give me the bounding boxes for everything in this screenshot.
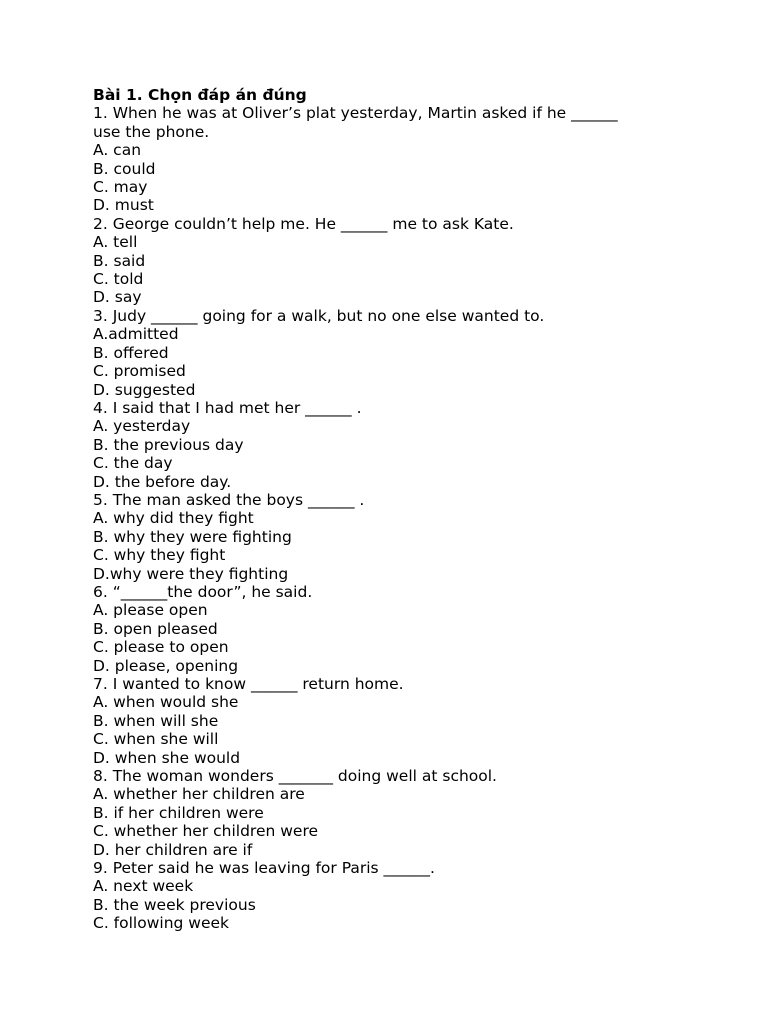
answer-option-d: D. her children are if: [93, 840, 253, 859]
answer-option-b: B. if her children were: [93, 803, 264, 822]
answer-option-d: D. the before day.: [93, 472, 232, 491]
question-stem: 4. I said that I had met her ______ .: [93, 398, 362, 417]
question-block: [93, 491, 693, 583]
answer-option-a: A. tell: [93, 233, 138, 252]
question-block: [93, 583, 693, 675]
answer-option-c: C. whether her children were: [93, 822, 319, 841]
question-block: [93, 307, 693, 399]
question-stem: 5. The man asked the boys ______ .: [93, 490, 365, 509]
answer-option-c: C. following week: [93, 914, 230, 933]
document-page: [93, 86, 693, 933]
answer-option-d: D. say: [93, 288, 142, 307]
answer-option-c: C. promised: [93, 362, 186, 381]
answer-option-c: C. may: [93, 178, 148, 197]
question-stem: 7. I wanted to know ______ return home.: [93, 675, 404, 693]
question-stem: 6. “______the door”, he said.: [93, 582, 313, 601]
answer-option-c: C. why they fight: [93, 546, 226, 565]
answer-option-b: B. when will she: [93, 711, 219, 730]
answer-option-a: A. why did they fight: [93, 509, 254, 528]
answer-option-a: A.admitted: [93, 325, 179, 344]
answer-option-b: B. said: [93, 251, 146, 270]
answer-option-a: A. when would she: [93, 693, 239, 712]
question-stem: 2. George couldn’t help me. He ______ me to ask Kate.: [93, 214, 514, 233]
answer-option-d: D. when she would: [93, 748, 241, 767]
question-stem: 3. Judy ______ going for a walk, but no one else wanted to.: [93, 306, 545, 325]
answer-option-a: A. please open: [93, 601, 208, 620]
answer-option-a: A. yesterday: [93, 417, 191, 436]
question-stem: 9. Peter said he was leaving for Paris ______.: [93, 859, 435, 878]
question-stem: 1. When he was at Oliver’s plat yesterday, Martin asked if he ______: [93, 104, 618, 123]
answer-option-a: A. whether her children are: [93, 785, 305, 804]
answer-option-b: B. open pleased: [93, 619, 218, 638]
question-block: [93, 859, 693, 933]
question-block: [93, 215, 693, 307]
answer-option-c: C. the day: [93, 454, 173, 473]
question-block: [93, 675, 693, 767]
answer-option-c: C. when she will: [93, 730, 219, 749]
answer-option-d: D. suggested: [93, 380, 196, 399]
question-block: [93, 767, 693, 859]
question-block: [93, 399, 693, 491]
question-block: [93, 104, 693, 214]
answer-option-b: B. could: [93, 159, 156, 178]
question-stem: use the phone.: [93, 122, 210, 141]
exercise-title: Bài 1. Chọn đáp án đúng: [93, 86, 307, 104]
answer-option-d: D.why were they fighting: [93, 564, 289, 583]
answer-option-d: D. please, opening: [93, 656, 239, 675]
answer-option-b: B. offered: [93, 343, 169, 362]
answer-option-b: B. why they were fighting: [93, 527, 292, 546]
answer-option-b: B. the previous day: [93, 435, 244, 454]
answer-option-d: D. must: [93, 196, 154, 215]
answer-option-c: C. please to open: [93, 638, 229, 657]
answer-option-b: B. the week previous: [93, 895, 256, 914]
answer-option-a: A. next week: [93, 877, 194, 896]
answer-option-a: A. can: [93, 141, 142, 160]
answer-option-c: C. told: [93, 270, 144, 289]
question-stem: 8. The woman wonders _______ doing well at school.: [93, 767, 497, 786]
